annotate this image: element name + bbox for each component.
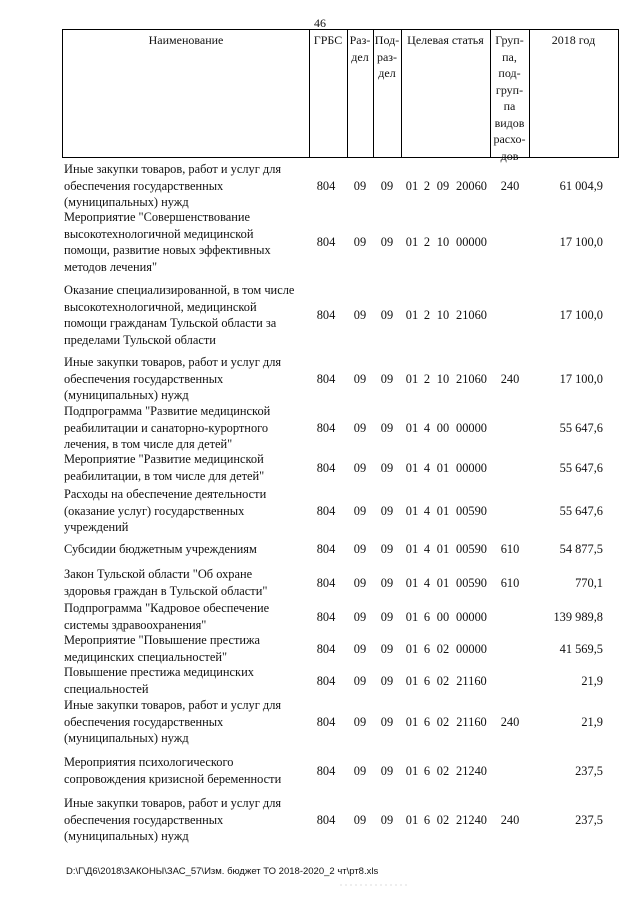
header-name: Наименование bbox=[148, 33, 224, 47]
podrazdel-cell: 09 bbox=[380, 235, 394, 249]
grbs-cell: 804 bbox=[316, 372, 336, 386]
target-subprogram-cell: 2 bbox=[423, 372, 431, 386]
target-program-cell: 01 bbox=[405, 504, 419, 518]
header-grbs: ГРБС bbox=[313, 33, 343, 47]
razdel-cell: 09 bbox=[353, 813, 367, 827]
podrazdel-cell: 09 bbox=[380, 461, 394, 475]
col-divider bbox=[309, 30, 310, 157]
sum-2018-cell: 21,9 bbox=[581, 674, 603, 688]
target-direction-cell: 00000 bbox=[456, 461, 487, 475]
grbs-cell: 804 bbox=[316, 715, 336, 729]
grbs-cell: 804 bbox=[316, 813, 336, 827]
razdel-cell: 09 bbox=[353, 674, 367, 688]
razdel-cell: 09 bbox=[353, 372, 367, 386]
sum-2018-cell: 237,5 bbox=[575, 764, 603, 778]
target-subprogram-cell: 2 bbox=[423, 179, 431, 193]
podrazdel-cell: 09 bbox=[380, 674, 394, 688]
grbs-cell: 804 bbox=[316, 461, 336, 475]
target-subprogram-cell: 4 bbox=[423, 504, 431, 518]
podrazdel-cell: 09 bbox=[380, 610, 394, 624]
target-measure-cell: 01 bbox=[436, 504, 450, 518]
podrazdel-cell: 09 bbox=[380, 542, 394, 556]
expense-group-cell: 240 bbox=[500, 372, 520, 386]
sum-2018-cell: 61 004,9 bbox=[559, 179, 603, 193]
grbs-cell: 804 bbox=[316, 764, 336, 778]
row-name: Мероприятие "Повышение престижа медицинских специальностей" bbox=[64, 633, 261, 664]
target-program-cell: 01 bbox=[405, 715, 419, 729]
target-direction-cell: 00590 bbox=[456, 504, 487, 518]
target-program-cell: 01 bbox=[405, 576, 419, 590]
grbs-cell: 804 bbox=[316, 308, 336, 322]
target-measure-cell: 02 bbox=[436, 715, 450, 729]
target-program-cell: 01 bbox=[405, 610, 419, 624]
target-program-cell: 01 bbox=[405, 235, 419, 249]
target-measure-cell: 09 bbox=[436, 179, 450, 193]
target-direction-cell: 00000 bbox=[456, 610, 487, 624]
target-direction-cell: 21060 bbox=[456, 372, 487, 386]
sum-2018-cell: 55 647,6 bbox=[559, 461, 603, 475]
target-direction-cell: 21240 bbox=[456, 813, 487, 827]
expense-group-cell: 610 bbox=[500, 542, 520, 556]
target-program-cell: 01 bbox=[405, 179, 419, 193]
header-year: 2018 год bbox=[551, 33, 596, 47]
file-path-footer: D:\Г\Д6\2018\ЗАКОНЫ\ЗАС_57\Изм. бюджет ТО 2018-2020_2 чт\рт8.xls bbox=[66, 866, 379, 877]
target-measure-cell: 02 bbox=[436, 642, 450, 656]
target-direction-cell: 00590 bbox=[456, 542, 487, 556]
target-subprogram-cell: 6 bbox=[423, 764, 431, 778]
target-subprogram-cell: 6 bbox=[423, 642, 431, 656]
target-subprogram-cell: 6 bbox=[423, 674, 431, 688]
target-measure-cell: 02 bbox=[436, 674, 450, 688]
razdel-cell: 09 bbox=[353, 715, 367, 729]
sum-2018-cell: 139 989,8 bbox=[553, 610, 603, 624]
podrazdel-cell: 09 bbox=[380, 421, 394, 435]
row-name: Мероприятия психологического сопровождения кризисной беременности bbox=[64, 755, 282, 786]
podrazdel-cell: 09 bbox=[380, 813, 394, 827]
expense-group-cell: 240 bbox=[500, 715, 520, 729]
row-name: Подпрограмма "Развитие медицинской реабилитации и санаторно-курортного лечения, в том числе для детей" bbox=[64, 404, 271, 451]
razdel-cell: 09 bbox=[353, 764, 367, 778]
razdel-cell: 09 bbox=[353, 642, 367, 656]
razdel-cell: 09 bbox=[353, 576, 367, 590]
podrazdel-cell: 09 bbox=[380, 308, 394, 322]
target-measure-cell: 10 bbox=[436, 235, 450, 249]
grbs-cell: 804 bbox=[316, 504, 336, 518]
razdel-cell: 09 bbox=[353, 542, 367, 556]
sum-2018-cell: 54 877,5 bbox=[559, 542, 603, 556]
target-direction-cell: 00590 bbox=[456, 576, 487, 590]
grbs-cell: 804 bbox=[316, 674, 336, 688]
podrazdel-cell: 09 bbox=[380, 715, 394, 729]
grbs-cell: 804 bbox=[316, 642, 336, 656]
target-direction-cell: 20060 bbox=[456, 179, 487, 193]
row-name: Иные закупки товаров, работ и услуг для обеспечения государственных (муниципальных) нужд bbox=[64, 698, 282, 745]
target-program-cell: 01 bbox=[405, 813, 419, 827]
podrazdel-cell: 09 bbox=[380, 764, 394, 778]
header-target: Целевая статья bbox=[407, 33, 484, 47]
row-name: Мероприятие "Совершенствование высокотехнологичной медицинской помощи, развитие новых эффективных методов лечения" bbox=[64, 210, 271, 274]
razdel-cell: 09 bbox=[353, 235, 367, 249]
sum-2018-cell: 55 647,6 bbox=[559, 504, 603, 518]
target-direction-cell: 21160 bbox=[456, 715, 487, 729]
target-direction-cell: 21160 bbox=[456, 674, 487, 688]
row-name: Закон Тульской области "Об охране здоровья граждан в Тульской области" bbox=[64, 567, 268, 598]
razdel-cell: 09 bbox=[353, 504, 367, 518]
sum-2018-cell: 770,1 bbox=[575, 576, 603, 590]
target-subprogram-cell: 4 bbox=[423, 461, 431, 475]
table-header bbox=[62, 29, 619, 163]
grbs-cell: 804 bbox=[316, 576, 336, 590]
col-divider bbox=[529, 30, 530, 157]
razdel-cell: 09 bbox=[353, 421, 367, 435]
grbs-cell: 804 bbox=[316, 421, 336, 435]
target-program-cell: 01 bbox=[405, 764, 419, 778]
header-razdel: Раз- дел bbox=[349, 33, 371, 64]
sum-2018-cell: 17 100,0 bbox=[559, 235, 603, 249]
expense-group-cell: 240 bbox=[500, 813, 520, 827]
target-direction-cell: 00000 bbox=[456, 235, 487, 249]
target-measure-cell: 10 bbox=[436, 308, 450, 322]
target-measure-cell: 02 bbox=[436, 813, 450, 827]
podrazdel-cell: 09 bbox=[380, 642, 394, 656]
sum-2018-cell: 55 647,6 bbox=[559, 421, 603, 435]
target-measure-cell: 01 bbox=[436, 542, 450, 556]
target-direction-cell: 00000 bbox=[456, 642, 487, 656]
target-program-cell: 01 bbox=[405, 421, 419, 435]
sum-2018-cell: 21,9 bbox=[581, 715, 603, 729]
scan-artifact bbox=[340, 884, 410, 886]
grbs-cell: 804 bbox=[316, 610, 336, 624]
sum-2018-cell: 17 100,0 bbox=[559, 308, 603, 322]
row-name: Повышение престижа медицинских специальностей bbox=[64, 665, 254, 696]
target-direction-cell: 21060 bbox=[456, 308, 487, 322]
podrazdel-cell: 09 bbox=[380, 372, 394, 386]
row-name: Оказание специализированной, в том числе высокотехнологичной, медицинской помощи гражданам Тульской области за пределами Тульской области bbox=[64, 283, 295, 347]
header-podrazdel: Под- раз- дел bbox=[374, 33, 400, 80]
row-name: Субсидии бюджетным учреждениям bbox=[64, 542, 257, 556]
target-program-cell: 01 bbox=[405, 461, 419, 475]
grbs-cell: 804 bbox=[316, 235, 336, 249]
podrazdel-cell: 09 bbox=[380, 179, 394, 193]
target-subprogram-cell: 2 bbox=[423, 235, 431, 249]
row-name: Иные закупки товаров, работ и услуг для обеспечения государственных (муниципальных) нужд bbox=[64, 162, 282, 209]
target-program-cell: 01 bbox=[405, 542, 419, 556]
row-name: Мероприятие "Развитие медицинской реабилитации, в том числе для детей" bbox=[64, 452, 265, 483]
expense-group-cell: 240 bbox=[500, 179, 520, 193]
target-program-cell: 01 bbox=[405, 642, 419, 656]
target-program-cell: 01 bbox=[405, 308, 419, 322]
razdel-cell: 09 bbox=[353, 610, 367, 624]
col-divider bbox=[401, 30, 402, 157]
razdel-cell: 09 bbox=[353, 179, 367, 193]
target-program-cell: 01 bbox=[405, 372, 419, 386]
sum-2018-cell: 237,5 bbox=[575, 813, 603, 827]
expense-group-cell: 610 bbox=[500, 576, 520, 590]
target-subprogram-cell: 6 bbox=[423, 715, 431, 729]
target-subprogram-cell: 4 bbox=[423, 421, 431, 435]
target-program-cell: 01 bbox=[405, 674, 419, 688]
target-subprogram-cell: 2 bbox=[423, 308, 431, 322]
row-name: Подпрограмма "Кадровое обеспечение системы здравоохранения" bbox=[64, 601, 270, 632]
row-name: Расходы на обеспечение деятельности (оказание услуг) государственных учреждений bbox=[64, 487, 267, 534]
target-measure-cell: 00 bbox=[436, 421, 450, 435]
target-subprogram-cell: 6 bbox=[423, 813, 431, 827]
row-name: Иные закупки товаров, работ и услуг для обеспечения государственных (муниципальных) нужд bbox=[64, 355, 282, 402]
target-subprogram-cell: 4 bbox=[423, 576, 431, 590]
row-name: Иные закупки товаров, работ и услуг для обеспечения государственных (муниципальных) нужд bbox=[64, 796, 282, 843]
target-direction-cell: 21240 bbox=[456, 764, 487, 778]
target-subprogram-cell: 4 bbox=[423, 542, 431, 556]
target-subprogram-cell: 6 bbox=[423, 610, 431, 624]
podrazdel-cell: 09 bbox=[380, 504, 394, 518]
target-direction-cell: 00000 bbox=[456, 421, 487, 435]
page-number: 46 bbox=[314, 16, 326, 30]
target-measure-cell: 10 bbox=[436, 372, 450, 386]
sum-2018-cell: 41 569,5 bbox=[559, 642, 603, 656]
target-measure-cell: 00 bbox=[436, 610, 450, 624]
header-group: Груп- па, под- груп- па видов расхо- дов bbox=[493, 33, 526, 163]
target-measure-cell: 01 bbox=[436, 576, 450, 590]
grbs-cell: 804 bbox=[316, 542, 336, 556]
grbs-cell: 804 bbox=[316, 179, 336, 193]
target-measure-cell: 01 bbox=[436, 461, 450, 475]
sum-2018-cell: 17 100,0 bbox=[559, 372, 603, 386]
razdel-cell: 09 bbox=[353, 308, 367, 322]
razdel-cell: 09 bbox=[353, 461, 367, 475]
target-measure-cell: 02 bbox=[436, 764, 450, 778]
podrazdel-cell: 09 bbox=[380, 576, 394, 590]
